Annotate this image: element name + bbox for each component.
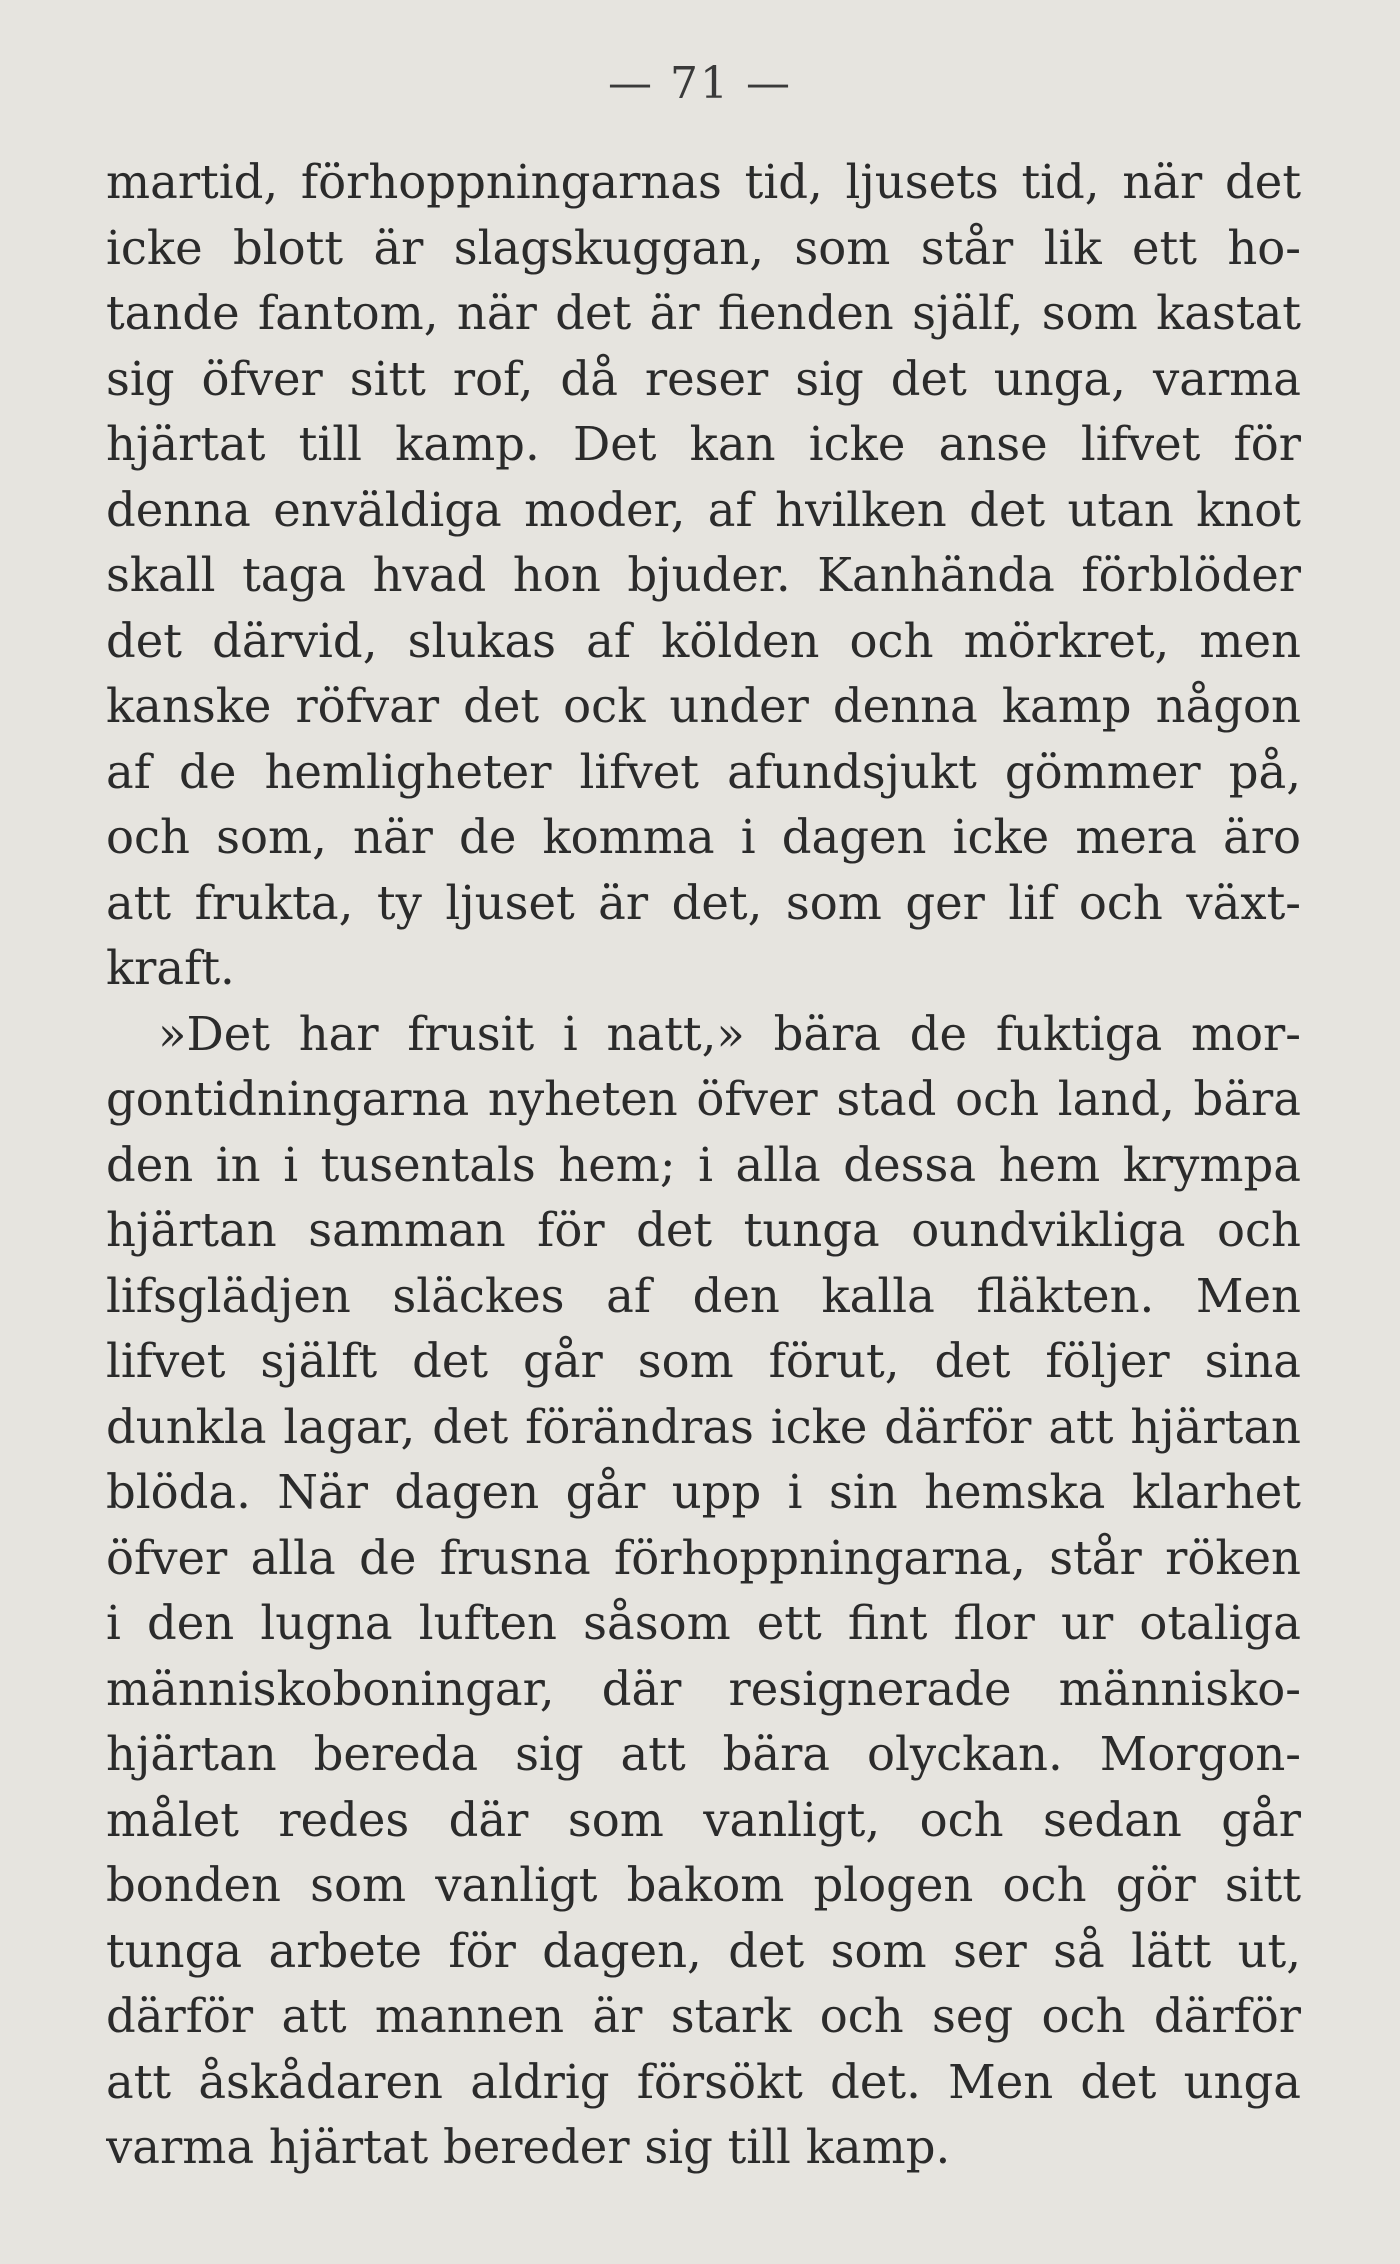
text-line: tande fantom, när det är fienden själf, som kastat	[106, 286, 1301, 340]
text-line: det därvid, slukas af kölden och mörkret, men	[106, 613, 1301, 668]
text-line: öfver alla de frusna förhoppningarna, står röken	[106, 1530, 1301, 1585]
text-line: denna enväldiga moder, af hvilken det utan knot	[106, 482, 1301, 537]
text-line: hjärtat till kamp. Det kan icke anse lifvet för	[106, 417, 1301, 471]
text-line: människoboningar, där resignerade människo-	[106, 1661, 1301, 1716]
text-line: blöda. När dagen går upp i sin hemska klarhet	[106, 1465, 1301, 1519]
text-line: att åskådaren aldrig försökt det. Men det unga	[106, 2054, 1301, 2109]
page-number: — 71 —	[608, 58, 792, 109]
body-text	[106, 150, 1301, 2181]
text-line: af de hemligheter lifvet afundsjukt gömmer på,	[106, 744, 1301, 799]
text-line: icke blott är slagskuggan, som står lik ett ho-	[106, 220, 1301, 275]
text-line: »Det har frusit i natt,» bära de fuktiga mor-	[158, 1006, 1301, 1061]
text-line: i den lugna luften såsom ett fint flor ur otaliga	[106, 1596, 1301, 1650]
text-line: hjärtan bereda sig att bära olyckan. Morgon-	[106, 1727, 1301, 1781]
text-line: lifsglädjen släckes af den kalla fläkten. Men	[106, 1268, 1301, 1323]
text-line: därför att mannen är stark och seg och därför	[106, 1989, 1301, 2043]
text-line: dunkla lagar, det förändras icke därför att hjärtan	[106, 1399, 1301, 1454]
text-line: och som, när de komma i dagen icke mera äro	[106, 810, 1301, 864]
text-line: gontidningarna nyheten öfver stad och land, bära	[106, 1072, 1301, 1126]
text-line: att frukta, ty ljuset är det, som ger lif och växt-	[106, 875, 1301, 930]
text-line: målet redes där som vanligt, och sedan går	[106, 1792, 1301, 1847]
text-line: varma hjärtat bereder sig till kamp.	[106, 2120, 951, 2174]
text-line: skall taga hvad hon bjuder. Kanhända förblöder	[106, 548, 1301, 602]
text-line: sig öfver sitt rof, då reser sig det unga, varma	[106, 351, 1301, 406]
text-line: den in i tusentals hem; i alla dessa hem krympa	[106, 1137, 1301, 1192]
text-line: tunga arbete för dagen, det som ser så lätt ut,	[106, 1923, 1301, 1978]
text-line: lifvet själft det går som förut, det följer sina	[106, 1334, 1301, 1388]
text-line: bonden som vanligt bakom plogen och gör sitt	[106, 1858, 1301, 1912]
text-line: hjärtan samman för det tunga oundvikliga och	[106, 1203, 1301, 1257]
text-line: martid, förhoppningarnas tid, ljusets tid, när det	[106, 155, 1301, 209]
text-line: kanske röfvar det ock under denna kamp någon	[106, 679, 1301, 733]
text-line: kraft.	[106, 941, 235, 995]
